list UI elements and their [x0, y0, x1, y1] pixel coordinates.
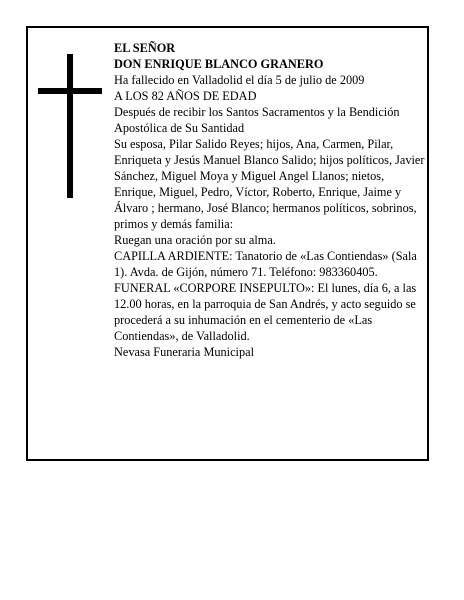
sacraments-text: Después de recibir los Santos Sacramentos y la Bendición Apostólica de Su Santidad: [114, 105, 400, 135]
death-line: Ha fallecido en Valladolid el día 5 de julio de 2009: [114, 73, 365, 87]
cross-vertical-bar: [67, 54, 73, 198]
notice-text: [114, 40, 426, 360]
family-text: Su esposa, Pilar Salido Reyes; hijos, Ana, Carmen, Pilar, Enriqueta y Jesús Manuel Blanco Salido; hijos políticos, Javier Sánchez, Miguel Moya y Miguel Angel Llanos; nietos, Enrique, Miguel, Pedro, Víctor, Roberto, Enrique, Jaime y Álvaro ; hermano, José Blanco; hermanos políticos, sobrinos, primos y demás familia:: [114, 137, 425, 231]
funeral-home: Nevasa Funeraria Municipal: [114, 345, 254, 359]
obituary-notice: [26, 26, 429, 461]
age-line: A LOS 82 AÑOS DE EDAD: [114, 89, 257, 103]
chapel-text: CAPILLA ARDIENTE: Tanatorio de «Las Contiendas» (Sala 1). Avda. de Gijón, número 71. Teléfono: 983360405.: [114, 249, 417, 279]
cross-icon: [38, 54, 102, 198]
funeral-text: FUNERAL «CORPORE INSEPULTO»: El lunes, día 6, a las 12.00 horas, en la parroquia de San Andrés, y acto seguido se procederá a su inhumación en el cementerio de «Las Contiendas», de Valladolid.: [114, 281, 417, 343]
notice-title: EL SEÑOR: [114, 41, 176, 55]
deceased-name: DON ENRIQUE BLANCO GRANERO: [114, 57, 324, 71]
cross-horizontal-bar: [38, 88, 102, 94]
prayer-text: Ruegan una oración por su alma.: [114, 233, 276, 247]
